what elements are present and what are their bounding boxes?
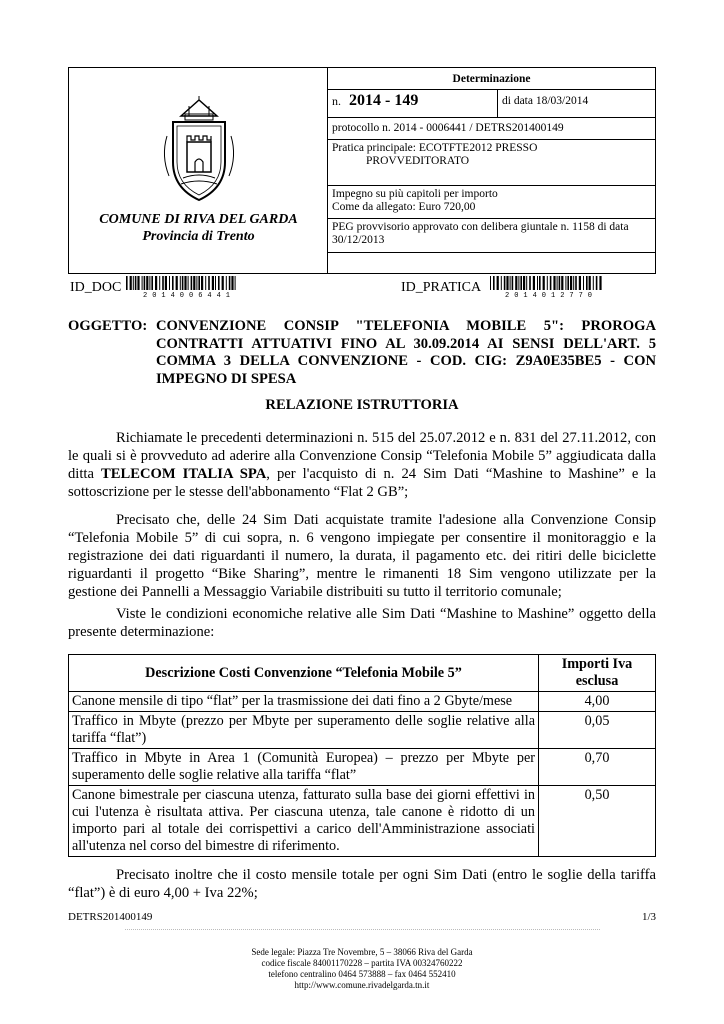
commitment-line2: Come da allegato: Euro 720,00: [332, 201, 476, 213]
row-amount: 0,50: [539, 786, 656, 857]
row-description: Canone bimestrale per ciascuna utenza, fatturato sulla base dei giorni effettivi in cui l'utenza è risultata attiva. Per ciascuna utenza, tale canone è ridotto di un importo pari al totale dei corrispettivi a carico dell'Amministrazione associati all'utenza nel corso del bimestre di riferimento.: [69, 786, 539, 857]
table-row: [69, 749, 656, 786]
main-file-row: [328, 140, 655, 186]
protocol-number: protocollo n. 2014 - 0006441 / DETRS201400149: [328, 118, 655, 140]
row-amount: 0,70: [539, 749, 656, 786]
determination-number-row: [328, 90, 655, 118]
main-file-line1: Pratica principale: ECOTFTE2012 PRESSO: [332, 142, 538, 154]
determination-number-cell: [328, 90, 498, 117]
row-amount: 4,00: [539, 692, 656, 712]
row-description: Traffico in Mbyte in Area 1 (Comunità Europea) – prezzo per Mbyte per superamento delle soglie relative alla tariffa “flat”: [69, 749, 539, 786]
row-amount: 0,05: [539, 712, 656, 749]
footer-address: Sede legale: Piazza Tre Novembre, 5 – 38066 Riva del Garda: [251, 947, 473, 957]
paragraph-4: Precisato inoltre che il costo mensile totale per ogni Sim Dati (entro le soglie della tariffa “flat”) è di euro 4,00 + Iva 22%;: [68, 867, 656, 901]
determination-title: Determinazione: [328, 68, 655, 90]
page-number: 1/3: [641, 911, 656, 923]
commitment-line1: Impegno su più capitoli per importo: [332, 188, 498, 200]
footer-tax-codes: codice fiscale 84001170228 – partita IVA 00324760222: [261, 958, 463, 968]
footer-website: http://www.comune.rivadelgarda.tn.it: [294, 980, 430, 990]
commitment-row: [328, 186, 655, 219]
row-description: Canone mensile di tipo “flat” per la trasmissione dei dati fino a 2 Gbyte/mese: [69, 692, 539, 712]
coat-of-arms-icon: [159, 96, 239, 206]
municipality-name: COMUNE DI RIVA DEL GARDA: [99, 212, 298, 227]
main-file-line2: PROVVEDITORATO: [366, 155, 470, 167]
header-amount: Importi Iva esclusa: [539, 655, 656, 692]
id-pratica-label: ID_PRATICA: [401, 280, 482, 295]
subject-text: CONVENZIONE CONSIP "TELEFONIA MOBILE 5": PROROGA CONTRATTI ATTUATIVI FINO AL 30.09.2014 AI SENSI DELL'ART. 5 COMMA 3 DELLA CONVENZIONE - COD. CIG: Z9A0E35BE5 - CON IMPEGNO DI SPESA: [156, 318, 656, 387]
company-name: TELECOM ITALIA SPA: [101, 466, 267, 482]
footer-divider: [125, 929, 600, 930]
cost-table: [68, 654, 656, 857]
id-pratica-digits: 2014012770: [505, 292, 598, 300]
document-header: [68, 67, 656, 274]
table-row: [69, 786, 656, 857]
paragraph-3: Viste le condizioni economiche relative alle Sim Dati “Mashine to Mashine” oggetto della presente determinazione:: [68, 606, 656, 640]
id-doc-label: ID_DOC: [70, 280, 122, 295]
table-row: [69, 692, 656, 712]
table-header-row: [69, 655, 656, 692]
id-doc-barcode-icon: [126, 276, 238, 290]
id-doc-digits: 2014006441: [143, 292, 236, 300]
paragraph-1-part-b: , per l'acquisto di n. 24 Sim Dati “Mashine to Mashine” e la sottoscrizione per le stesse dell'abbonamento “Flat 2 GB”;: [68, 466, 656, 500]
table-row: [69, 712, 656, 749]
municipality-panel: [69, 68, 328, 273]
footer-phone: telefono centralino 0464 573888 – fax 0464 552410: [268, 969, 456, 979]
paragraph-1-part-a: Richiamate le precedenti determinazioni n. 515 del 25.07.2012 e n. 831 del 27.11.2012, con le quali si è provveduto ad aderire alla Convenzione Consip “Telefonia Mobile 5” aggiudicata dalla ditta: [68, 430, 656, 482]
header-description: Descrizione Costi Convenzione “Telefonia Mobile 5”: [69, 655, 539, 692]
row-description: Traffico in Mbyte (prezzo per Mbyte per superamento delle soglie relative alla tariffa “flat”): [69, 712, 539, 749]
section-title: RELAZIONE ISTRUTTORIA: [265, 397, 459, 413]
paragraph-2: Precisato che, delle 24 Sim Dati acquistate tramite l'adesione alla Convenzione Consip “Telefonia Mobile 5” di cui sopra, n. 6 vengono impiegate per consentire il monitoraggio e la registrazione dei dati riguardanti il numero, la durata, il pagamento etc. dei ritiri delle biciclette riguardanti il progetto “Bike Sharing”, mentre le rimanenti 18 Sim vengono utilizzate per la gestione dei Pannelli a Messaggio Variabile distribuiti su tutto il territorio comunale;: [68, 512, 656, 600]
id-pratica-barcode-icon: [490, 276, 602, 290]
determination-number: 2014 - 149: [349, 92, 419, 109]
peg-note: PEG provvisorio approvato con delibera giuntale n. 1158 di data 30/12/2013: [328, 219, 655, 253]
number-label: n.: [332, 94, 341, 108]
paragraph-1: [68, 429, 656, 501]
footer-document-code: DETRS201400149: [68, 911, 153, 923]
empty-row: [328, 253, 655, 273]
subject-label: OGGETTO:: [68, 318, 148, 334]
determination-date: di data 18/03/2014: [502, 95, 589, 107]
province-name: Provincia di Trento: [142, 229, 255, 244]
